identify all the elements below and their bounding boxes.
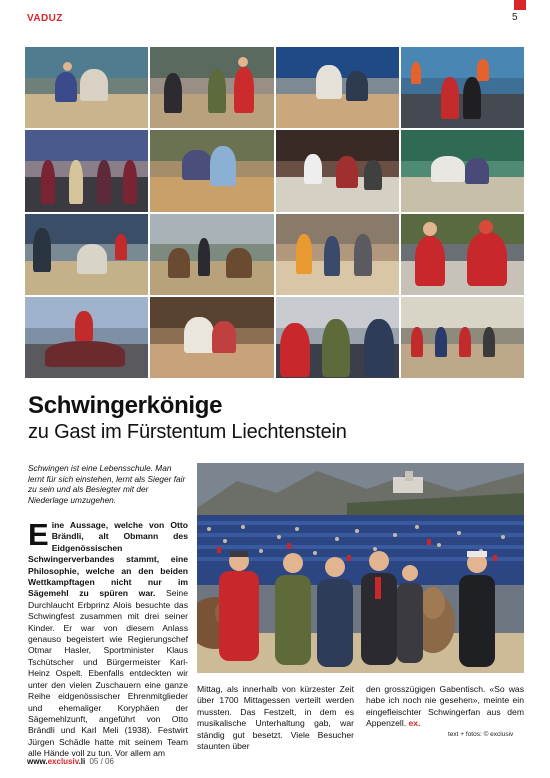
- intro-quote: Schwingen ist eine Lebensschule. Man lernt für sich einstehen, lernt als Sieger fair zu sein und als Besiegter mit der Niederlage umzugehen.: [28, 463, 186, 505]
- page-corner-tab: [514, 0, 526, 10]
- body-column-middle: Mittag, als innerhalb von kürzester Zeit über 1700 Mittagessen verteilt werden mussten. Das Festzelt, in dem es musikalische Unterhaltung gab, war ständig gut besetzt. Viele Besucher staunten über: [197, 684, 354, 752]
- photo-tile: [401, 214, 524, 295]
- photo-tile: [150, 130, 273, 211]
- photo-tile: [25, 130, 148, 211]
- body-column-right: [366, 684, 524, 730]
- photo-tile: [150, 297, 273, 378]
- photo-tile: [150, 47, 273, 128]
- body-column-left: [28, 517, 188, 760]
- footer-web-suffix: .li: [78, 757, 86, 766]
- article-subtitle: zu Gast im Fürstentum Liechtenstein: [28, 421, 347, 443]
- footer-issue: 05 / 06: [89, 757, 114, 766]
- photo-tile: [401, 297, 524, 378]
- footer-web-prefix: www.: [27, 757, 48, 766]
- main-photo: [197, 463, 524, 673]
- page-number: 5: [512, 12, 518, 23]
- photo-mosaic: [25, 47, 524, 378]
- end-mark: ex.: [408, 718, 421, 729]
- main-photo-scene: [197, 463, 524, 673]
- photo-tile: [401, 47, 524, 128]
- article-title: Schwingerkönige: [28, 392, 223, 419]
- photo-tile: [401, 130, 524, 211]
- footer-web-brand: exclusiv: [47, 757, 79, 766]
- photo-tile: [276, 130, 399, 211]
- photo-tile: [276, 297, 399, 378]
- photo-tile: [25, 297, 148, 378]
- section-label: VADUZ: [27, 13, 63, 24]
- photo-tile: [276, 214, 399, 295]
- photo-tile: [276, 47, 399, 128]
- body-paragraph-right: den grosszügigen Gabentisch. «So was habe ich noch nie gesehen», meinte ein eingefleischter Schwingerfan aus dem Appenzell.: [366, 684, 524, 729]
- dropcap: E: [28, 517, 49, 552]
- body-paragraph-left: Seine Durchlaucht Erbprinz Alois besuchte das Schwingfest zusammen mit drei seiner Kinder. Er war von diesem Anlass genauso begeistert wie Regierungschef Otmar Hasler, Sportminister Klaus Tschütscher und Bürgermeister Karl-Heinz Ospelt. Ebenfalls entdeckten wir unter den vielen Zuschauern eine ganze Reihe eidgenössischer Ehrenmitglieder und ehemaliger Koryphäen der Sägemehlzunft, angeführt von Otto Brändli und Karl Meli (1938). Festwirt Jürgen Schädle hatte mit seinem Team alle Hände voll zu tun. Vor allem am: [28, 588, 188, 759]
- photo-credit: text + fotos: © exclusiv: [448, 731, 514, 738]
- photo-tile: [150, 214, 273, 295]
- photo-tile: [25, 214, 148, 295]
- lead-paragraph: ine Aussage, welche von Otto Brändli, alt Obmann des Eidgenössischen Schwingerverbandes stammt, eine Philosophie, welche an den beiden Wettkampftagen nicht nur im Sägemehl zu spüren war.: [28, 520, 188, 599]
- photo-tile: [25, 47, 148, 128]
- footer: [27, 757, 114, 766]
